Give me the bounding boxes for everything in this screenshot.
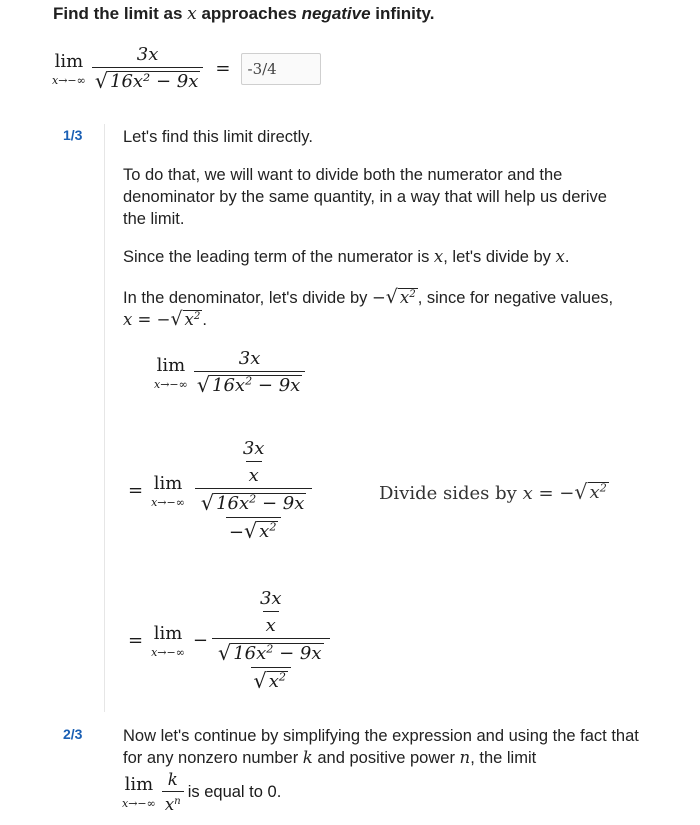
step1-denominator-note: In the denominator, let's divide by − √ $x^2$ , since for negative values, x = − √ $x^2$ . xyxy=(123,286,614,330)
step1-numerator-note: Since the leading term of the numerator is x, let's divide by x. xyxy=(123,247,570,266)
step-label-1: 1/3 xyxy=(63,127,83,143)
problem-fraction: 3x √ 16x² − 9x xyxy=(92,44,204,93)
step2-intro: Now let's continue by simplifying the expression and using the fact that for any nonzero number k and positive power n, the limit xyxy=(123,727,639,767)
step1-expression-3: = lim x→−∞ − $\frac{3x}{x}$ √ $16x^2 - 9x$ √ $x^2$ xyxy=(128,588,330,693)
step1-intro: Let's find this limit directly. xyxy=(123,128,313,146)
step-divider xyxy=(104,124,105,712)
step1-explanation: To do that, we will want to divide both the numerator and the denominator by the same quantity, in a way that will help us derive the limit. xyxy=(123,166,607,228)
limit-operator: lim x→−∞ xyxy=(52,50,86,87)
step2-limit-fact: lim x→−∞ $\frac{k}{x^n}$ is equal to 0. xyxy=(122,770,282,814)
step1-hint: Divide sides by x = − √ $x^2$ xyxy=(379,480,607,504)
step-label-2: 2/3 xyxy=(63,726,83,742)
step1-expression-2: = lim x→−∞ $\frac{3x}{x}$ √ $16x^2 - 9x$ − √ $x^2$ xyxy=(128,438,312,543)
step1-expression-1: lim x→−∞ 3x √ $16x^2 - 9x$ xyxy=(154,348,305,397)
problem-expression: lim x→−∞ 3x √ 16x² − 9x = -3/4 xyxy=(52,44,321,93)
answer-input[interactable]: -3/4 xyxy=(241,53,321,85)
page-title: Find the limit as x approaches negative infinity. xyxy=(53,4,435,24)
